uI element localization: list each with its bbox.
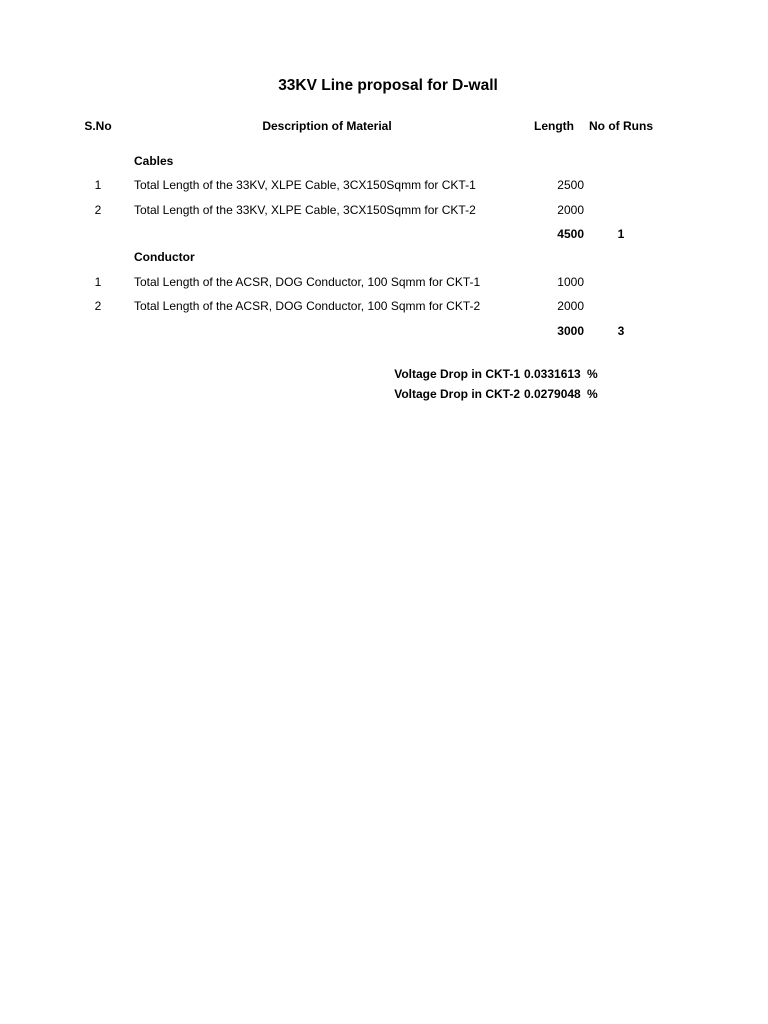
row-length: 2000 xyxy=(557,203,584,217)
row-sno: 1 xyxy=(94,178,102,192)
row-sno: 2 xyxy=(94,203,102,217)
row-description: Total Length of the 33KV, XLPE Cable, 3CX150Sqmm for CKT-2 xyxy=(134,203,476,217)
total-length-conductor: 3000 xyxy=(557,324,584,338)
voltage-drop-unit: % xyxy=(587,367,598,381)
row-length: 2500 xyxy=(557,178,584,192)
header-length: Length xyxy=(534,119,574,133)
total-runs-cables: 1 xyxy=(617,227,625,241)
total-length-cables: 4500 xyxy=(557,227,584,241)
header-description: Description of Material xyxy=(262,119,392,133)
row-description: Total Length of the ACSR, DOG Conductor, 100 Sqmm for CKT-1 xyxy=(134,275,481,289)
row-length: 1000 xyxy=(557,275,584,289)
row-sno: 1 xyxy=(94,275,102,289)
row-sno: 2 xyxy=(94,299,102,313)
row-description: Total Length of the ACSR, DOG Conductor, 100 Sqmm for CKT-2 xyxy=(134,299,481,313)
header-runs: No of Runs xyxy=(589,119,653,133)
voltage-drop-label: Voltage Drop in CKT-1 xyxy=(394,367,520,381)
total-runs-conductor: 3 xyxy=(617,324,625,338)
section-heading-cables: Cables xyxy=(134,154,174,168)
row-description: Total Length of the 33KV, XLPE Cable, 3CX150Sqmm for CKT-1 xyxy=(134,178,476,192)
header-sno: S.No xyxy=(84,119,112,133)
document-title: 33KV Line proposal for D-wall xyxy=(278,77,498,94)
section-heading-conductor: Conductor xyxy=(134,250,195,264)
voltage-drop-value: 0.0331613 xyxy=(524,367,581,381)
voltage-drop-value: 0.0279048 xyxy=(524,387,581,401)
row-length: 2000 xyxy=(557,299,584,313)
voltage-drop-unit: % xyxy=(587,387,598,401)
voltage-drop-label: Voltage Drop in CKT-2 xyxy=(394,387,520,401)
